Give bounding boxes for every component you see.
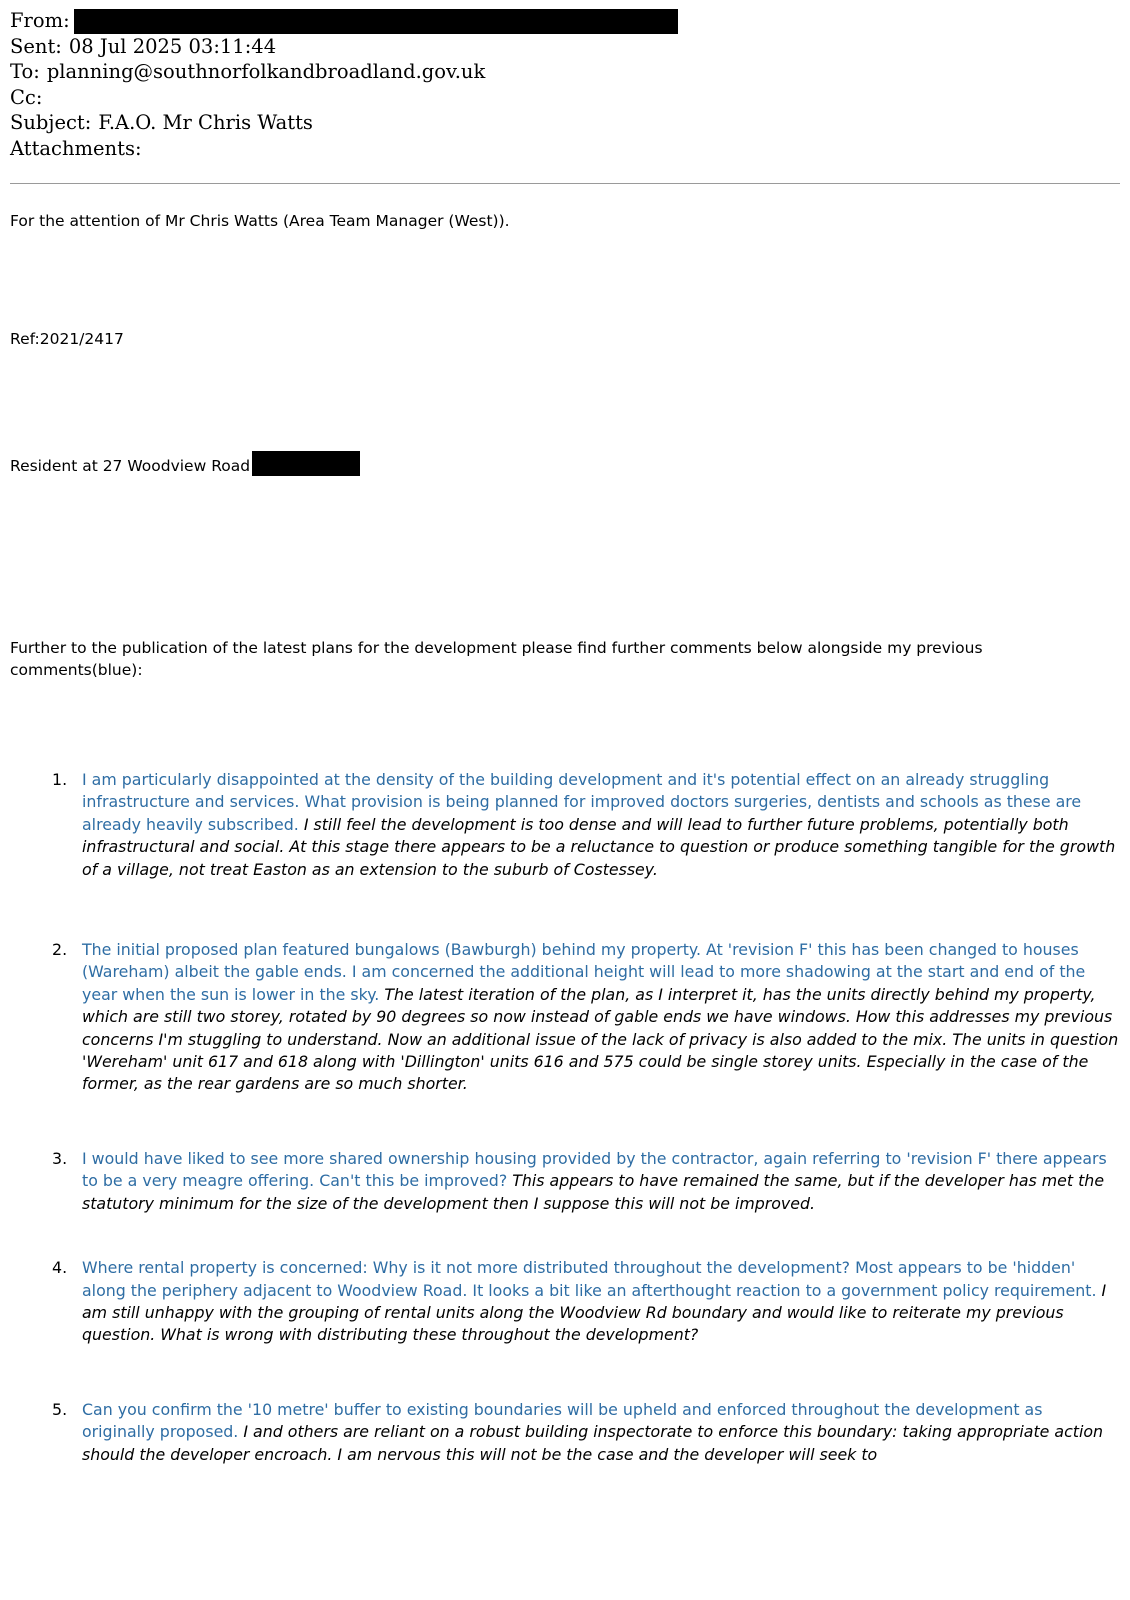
list-item — [10, 1148, 1120, 1215]
new-comment-text: This appears to have remained the same, but if the developer has met the statutory minimum for the size of the development then I suppose this will not be improved. — [82, 1171, 1105, 1213]
header-row-attachments — [10, 136, 1120, 162]
attachments-label: Attachments: — [10, 136, 142, 160]
list-item — [10, 939, 1120, 1096]
previous-comment-text: Where rental property is concerned: Why is it not more distributed throughout the development? Most appears to be 'hidden' along the periphery adjacent to Woodview Road. It looks a bit like an afterthought reaction to a government policy requirement. — [82, 1258, 1097, 1300]
sent-value: 08 Jul 2025 03:11:44 — [68, 34, 277, 58]
header-row-cc — [10, 85, 1120, 111]
header-row-sent — [10, 34, 1120, 60]
new-comment-text: I am still unhappy with the grouping of rental units along the Woodview Rd boundary and would like to reiterate my previous question. What is wrong with distributing these throughout the development? — [82, 1280, 1107, 1345]
intro-paragraph: Further to the publication of the latest plans for the development please find further comments below alongside my previous comments(blue): — [10, 639, 983, 679]
new-comment-text: I and others are reliant on a robust building inspectorate to enforce this boundary: taking appropriate action should the developer encroach. I am nervous this will not be the case and the developer will seek to — [82, 1422, 1104, 1464]
from-label: From: — [10, 9, 70, 32]
previous-comment-text: The initial proposed plan featured bungalows (Bawburgh) behind my property. At 'revision F' this has been changed to houses (Wareham) albeit the gable ends. I am concerned the additional height will lead to more shadowing at the start and end of the year when the sun is lower in the sky. — [82, 940, 1086, 1004]
comments-list — [10, 769, 1120, 1466]
cc-label: Cc: — [10, 85, 43, 109]
list-item — [10, 1257, 1120, 1347]
new-comment-text: I still feel the development is too dense and will lead to further future problems, potentially both infrastructural and social. At this stage there appears to be a reluctance to question or produce something tangible for the growth of a village, not treat Easton as an extension to the suburb of Costessey. — [82, 814, 1116, 879]
header-divider — [10, 183, 1120, 184]
sent-label: Sent: — [10, 34, 62, 58]
subject-value: F.A.O. Mr Chris Watts — [98, 111, 313, 134]
attention-line: For the attention of Mr Chris Watts (Area Team Manager (West)). — [10, 212, 510, 230]
resident-text: Resident at 27 Woodview Road — [10, 457, 251, 475]
header-row-to — [10, 59, 1120, 85]
redaction-bar-from — [74, 9, 678, 34]
email-body — [10, 210, 1120, 1466]
previous-comment-text: I am particularly disappointed at the density of the building development and it's potential effect on an already struggling infrastructure and services. What provision is being planned for improved doctors surgeries, dentists and schools as these are already heavily subscribed. — [82, 770, 1082, 834]
subject-label: Subject: — [10, 111, 92, 134]
reference-line: Ref:2021/2417 — [10, 330, 124, 348]
to-value: planning@southnorfolkandbroadland.gov.uk — [46, 60, 486, 83]
redaction-bar-resident — [252, 451, 360, 476]
new-comment-text: The latest iteration of the plan, as I interpret it, has the units directly behind my property, which are still two storey, rotated by 90 degrees so now instead of gable ends we have windows. How this addresses my previous concerns I'm stuggling to understand. Now an additional issue of the lack of privacy is also added to the mix. The units in question 'Wereham' unit 617 and 618 along with 'Dillington' units 616 and 575 could be single storey units. Especially in the case of the former, as the rear gardens are so much shorter. — [82, 984, 1119, 1094]
list-item — [10, 1399, 1120, 1466]
email-header — [10, 8, 1120, 161]
spacer — [10, 681, 1120, 769]
header-row-subject — [10, 110, 1120, 136]
list-item — [10, 769, 1120, 881]
to-label: To: — [10, 60, 40, 83]
spacer — [10, 350, 1120, 446]
resident-line — [10, 446, 1120, 477]
header-row-from — [10, 8, 1120, 34]
spacer — [10, 477, 1120, 637]
spacer — [10, 232, 1120, 328]
previous-comment-text: Can you confirm the '10 metre' buffer to existing boundaries will be upheld and enforced throughout the development as originally proposed. — [82, 1399, 1043, 1442]
previous-comment-text: I would have liked to see more shared ownership housing provided by the contractor, again referring to 'revision F' there appears to be a very meagre offering. Can't this be improved? — [82, 1148, 1107, 1191]
